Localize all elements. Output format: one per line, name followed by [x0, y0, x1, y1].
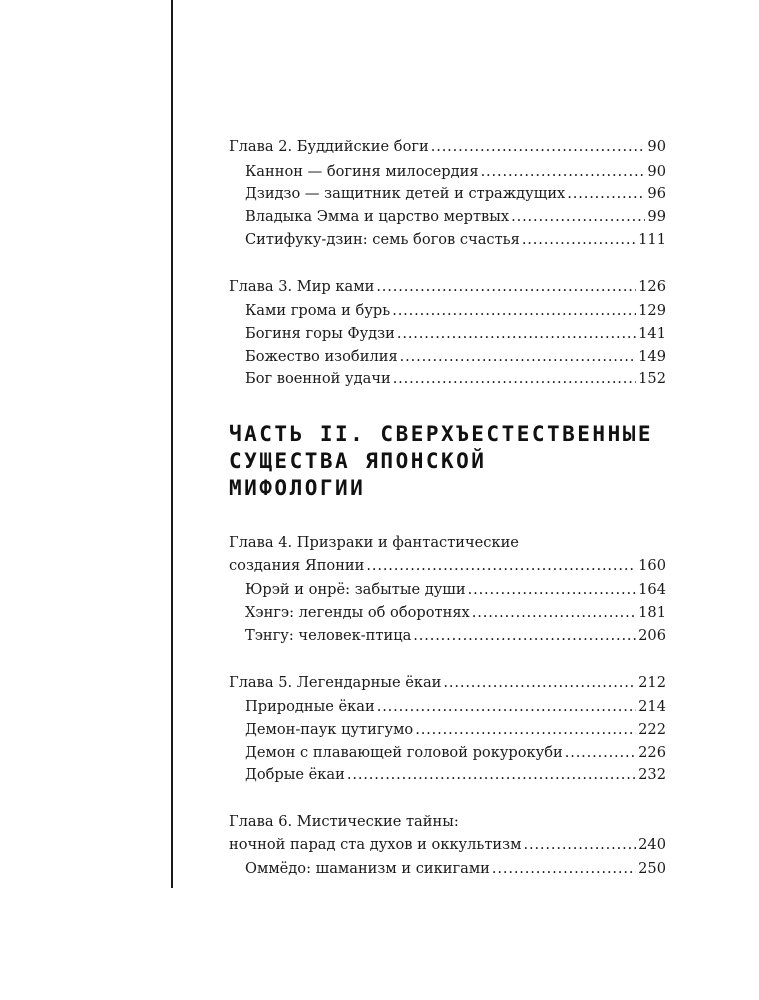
toc-entry-title: Богиня горы Фудзи	[245, 324, 395, 342]
toc-entry-page: 160	[638, 556, 666, 574]
toc-group-chapter-4	[229, 532, 666, 648]
toc-leader-dots	[522, 229, 636, 252]
toc-entry-title: Ками грома и бурь	[245, 302, 391, 320]
part-title-line: МИФОЛОГИИ	[229, 476, 366, 501]
toc-leader-dots	[377, 696, 636, 719]
toc-entry-page: 152	[638, 370, 666, 388]
toc-chapter-entry[interactable]	[229, 834, 666, 857]
toc-entry-page: 240	[638, 835, 666, 853]
toc-chapter-entry[interactable]	[229, 672, 666, 695]
part-title-line: ЧАСТЬ II. СВЕРХЪЕСТЕСТВЕННЫЕ	[229, 422, 654, 447]
toc-subentry[interactable]	[229, 368, 666, 391]
toc-entry-page: 141	[638, 324, 666, 342]
toc-chapter-title-line[interactable]: Глава 4. Призраки и фантастические	[229, 534, 519, 552]
toc-entry-title: Хэнгэ: легенды об оборотнях	[245, 604, 470, 622]
spacer	[229, 787, 666, 811]
toc-chapter-title-line[interactable]: Глава 6. Мистические тайны:	[229, 813, 459, 831]
toc-leader-dots	[400, 346, 636, 369]
toc-entry-title: Каннон — богиня милосердия	[245, 162, 479, 180]
margin-rule	[171, 0, 173, 888]
toc-leader-dots	[376, 276, 636, 299]
toc-chapter-entry[interactable]	[229, 136, 666, 159]
toc-leader-dots	[397, 323, 636, 346]
table-of-contents	[229, 136, 666, 881]
toc-leader-dots	[511, 206, 645, 229]
toc-entry-title: Глава 2. Буддийские боги	[229, 138, 429, 155]
toc-subentry[interactable]	[229, 602, 666, 625]
toc-entry-title: Владыка Эмма и царство мертвых	[245, 208, 510, 226]
toc-entry-title: ночной парад ста духов и оккультизм	[229, 835, 522, 853]
spacer	[229, 252, 666, 276]
toc-leader-dots	[472, 602, 636, 625]
toc-leader-dots	[468, 579, 637, 602]
toc-leader-dots	[567, 183, 645, 206]
toc-leader-dots	[443, 672, 636, 695]
toc-subentry[interactable]	[229, 161, 666, 184]
toc-leader-dots	[392, 300, 636, 323]
toc-entry-title: Демон с плавающей головой рокурокуби	[245, 743, 563, 761]
toc-subentry[interactable]	[229, 742, 666, 765]
toc-entry-page: 212	[638, 673, 666, 691]
toc-subentry[interactable]	[229, 183, 666, 206]
toc-leader-dots	[366, 555, 636, 578]
toc-entry-page: 164	[638, 581, 666, 599]
toc-group-chapter-3	[229, 276, 666, 392]
toc-entry-title: Тэнгу: человек-птица	[245, 626, 412, 644]
toc-entry-page: 232	[638, 766, 666, 784]
toc-leader-dots	[492, 858, 636, 881]
toc-entry-page: 206	[638, 626, 666, 644]
toc-entry-page: 149	[638, 347, 666, 365]
toc-leader-dots	[565, 742, 636, 765]
toc-group-chapter-2	[229, 136, 666, 252]
toc-entry-page: 90	[647, 162, 666, 180]
toc-subentry[interactable]	[229, 579, 666, 602]
toc-leader-dots	[393, 368, 636, 391]
toc-leader-dots	[481, 161, 646, 184]
toc-chapter-entry[interactable]	[229, 276, 666, 299]
toc-entry-title: Глава 5. Легендарные ёкаи	[229, 673, 442, 691]
toc-entry-page: 99	[647, 208, 666, 226]
toc-entry-page: 250	[638, 860, 666, 878]
toc-entry-page: 214	[638, 698, 666, 716]
toc-entry-page: 181	[638, 604, 666, 622]
toc-leader-dots	[431, 136, 646, 159]
toc-entry-title: Божество изобилия	[245, 347, 398, 365]
toc-entry-title: Оммёдо: шаманизм и сикигами	[245, 860, 490, 878]
toc-entry-title: Добрые ёкаи	[245, 766, 345, 784]
part-title	[229, 421, 666, 502]
toc-entry-title: Бог военной удачи	[245, 370, 391, 388]
toc-entry-title: создания Японии	[229, 556, 365, 574]
toc-leader-dots	[415, 719, 636, 742]
toc-entry-title: Демон-паук цутигумо	[245, 720, 414, 738]
toc-entry-page: 226	[638, 743, 666, 761]
toc-group-chapter-5	[229, 672, 666, 788]
toc-entry-page: 96	[647, 185, 666, 203]
toc-subentry[interactable]	[229, 696, 666, 719]
toc-entry-page: 129	[638, 302, 666, 320]
toc-entry-title: Дзидзо — защитник детей и страждущих	[245, 185, 566, 203]
toc-entry-page: 222	[638, 720, 666, 738]
toc-chapter-entry[interactable]	[229, 555, 666, 578]
toc-subentry[interactable]	[229, 323, 666, 346]
spacer	[229, 648, 666, 672]
toc-subentry[interactable]	[229, 206, 666, 229]
toc-entry-title: Ситифуку-дзин: семь богов счастья	[245, 230, 520, 248]
toc-subentry[interactable]	[229, 346, 666, 369]
toc-entry-page: 126	[638, 277, 666, 295]
toc-subentry[interactable]	[229, 300, 666, 323]
toc-entry-title: Юрэй и онрё: забытые души	[245, 581, 466, 599]
toc-leader-dots	[523, 834, 636, 857]
toc-leader-dots	[347, 764, 636, 787]
toc-subentry[interactable]	[229, 229, 666, 252]
toc-group-chapter-6	[229, 811, 666, 881]
toc-entry-title: Природные ёкаи	[245, 698, 375, 716]
toc-leader-dots	[413, 625, 636, 648]
toc-entry-page: 111	[638, 230, 666, 248]
part-title-line: СУЩЕСТВА ЯПОНСКОЙ	[229, 449, 487, 474]
toc-entry-page: 90	[647, 138, 666, 155]
toc-subentry[interactable]	[229, 858, 666, 881]
toc-subentry[interactable]	[229, 625, 666, 648]
toc-entry-title: Глава 3. Мир ками	[229, 277, 375, 295]
toc-subentry[interactable]	[229, 764, 666, 787]
toc-subentry[interactable]	[229, 719, 666, 742]
